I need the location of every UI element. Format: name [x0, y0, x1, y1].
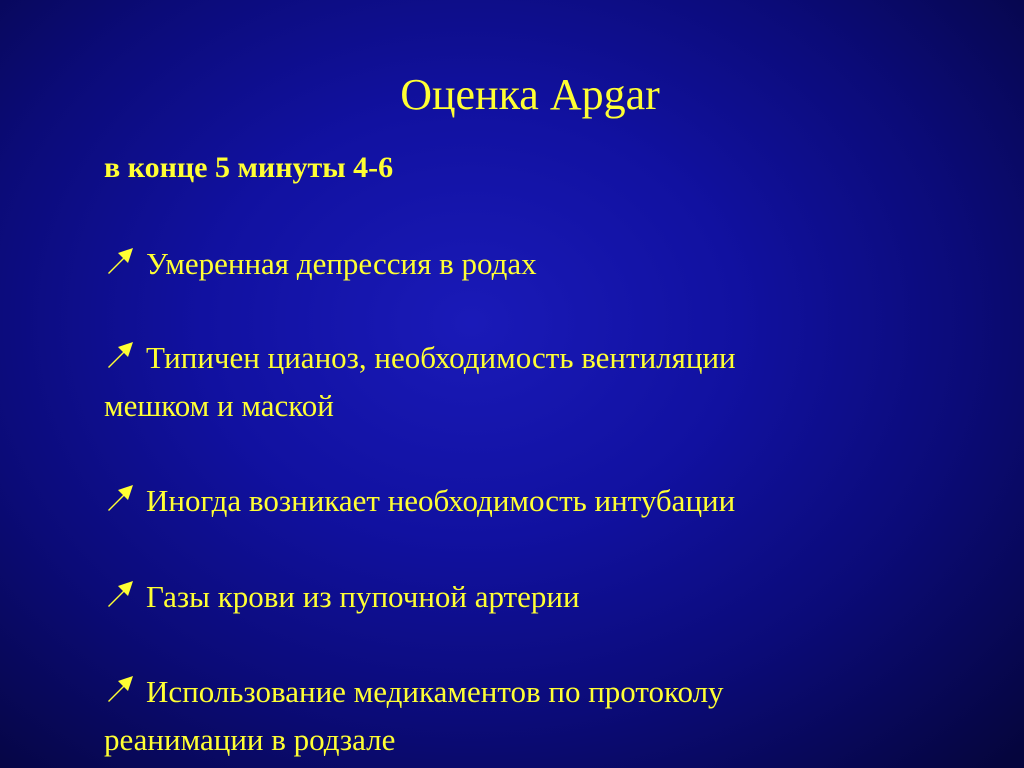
- arrow-up-right-icon: [104, 674, 136, 704]
- bullet-text: Иногда возникает необходимость интубации: [146, 483, 736, 518]
- bullet-text: Типичен цианоз, необходимость вентиляции: [146, 340, 736, 375]
- bullet-item: [104, 573, 984, 621]
- bullet-text: Умеренная депрессия в родах: [146, 246, 537, 281]
- bullet-text: Газы крови из пупочной артерии: [146, 579, 580, 614]
- arrow-up-right-icon: [104, 340, 136, 370]
- bullet-item: [104, 240, 984, 288]
- slide-title: Оценка Apgar: [400, 70, 660, 119]
- bullet-text-continued: мешком и маской: [104, 388, 334, 423]
- bullet-item: [104, 668, 984, 764]
- arrow-up-right-icon: [104, 579, 136, 609]
- arrow-up-right-icon: [104, 246, 136, 276]
- slide-subtitle: в конце 5 минуты 4-6: [104, 151, 394, 184]
- bullet-text-continued: реанимации в родзале: [104, 722, 396, 757]
- bullet-text: Использование медикаментов по протоколу: [146, 674, 724, 709]
- arrow-up-right-icon: [104, 483, 136, 513]
- bullet-item: [104, 477, 984, 525]
- bullet-item: [104, 334, 984, 430]
